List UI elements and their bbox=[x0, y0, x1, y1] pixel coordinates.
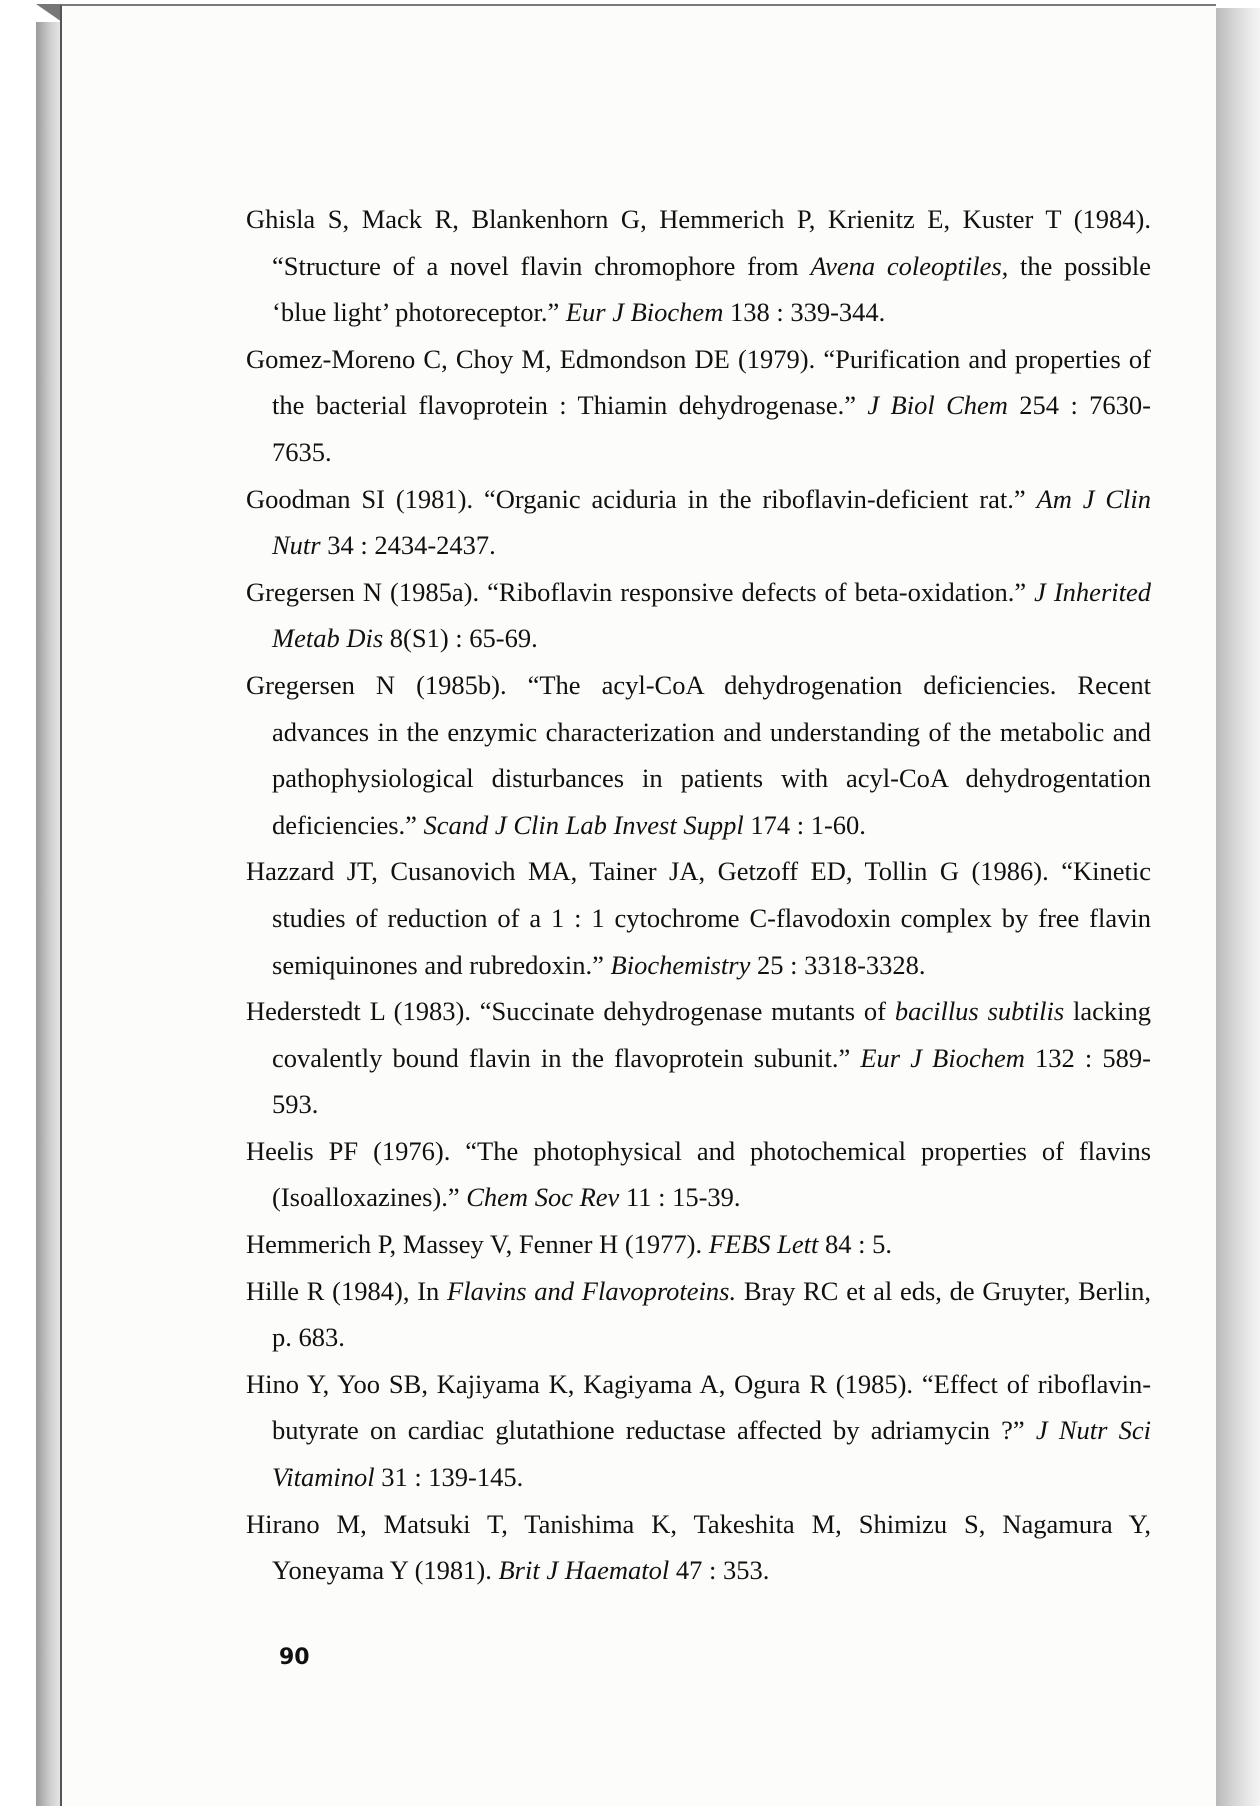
reference-title: “The photophysical and photochemical properties of flavins (Isoalloxazines).” bbox=[272, 1135, 1152, 1213]
reference-citation: 174 : 1-60. bbox=[743, 809, 866, 840]
reference-journal: Flavins and Flavoproteins. bbox=[447, 1275, 737, 1306]
reference-year: (1977). bbox=[624, 1229, 703, 1260]
reference-citation: 84 : 5. bbox=[818, 1229, 893, 1260]
reference-title: In bbox=[409, 1275, 448, 1306]
reference-authors: Ghisla S, Mack R, Blankenhorn G, Hemmerich P, Krienitz E, Kuster T bbox=[246, 204, 1062, 234]
reference-citation: 8(S1) : 65-69. bbox=[383, 623, 538, 654]
reference-citation: 132 : 589-593. bbox=[272, 1042, 1152, 1120]
page-shadow bbox=[1216, 8, 1260, 1806]
reference-entry bbox=[246, 1361, 1151, 1501]
reference-italic-term: bacillus subtilis bbox=[894, 996, 1065, 1027]
reference-italic-term: Avena coleoptiles, bbox=[810, 250, 1009, 281]
reference-journal: Eur J Biochem bbox=[860, 1042, 1025, 1073]
reference-title: “Organic aciduria in the riboflavin-deficient rat.” bbox=[473, 483, 1037, 514]
reference-entry bbox=[246, 1128, 1151, 1221]
reference-year: (1976). bbox=[373, 1135, 451, 1166]
reference-entry bbox=[246, 336, 1151, 476]
reference-entry bbox=[246, 1268, 1151, 1361]
reference-title bbox=[702, 1229, 709, 1259]
reference-authors: Hederstedt L bbox=[246, 996, 385, 1027]
reference-citation: Bray RC et al eds, de Gruyter, Berlin, p. 683. bbox=[272, 1275, 1151, 1353]
reference-journal: Biochemistry bbox=[610, 949, 751, 980]
reference-authors: Hazzard JT, Cusanovich MA, Tainer JA, Getzoff ED, Tollin G bbox=[246, 856, 959, 887]
reference-journal: J Biol Chem bbox=[867, 390, 1008, 421]
reference-year: (1984). bbox=[1073, 204, 1151, 234]
reference-entry bbox=[246, 1501, 1151, 1594]
reference-journal: Am J Clin Nutr bbox=[272, 483, 1151, 561]
reference-authors: Hille R bbox=[246, 1275, 325, 1306]
reference-year: (1983). bbox=[393, 996, 471, 1027]
reference-entry bbox=[246, 569, 1151, 662]
reference-year: (1979). bbox=[737, 343, 816, 374]
reference-authors: Goodman SI bbox=[246, 483, 385, 514]
reference-year: (1985b). bbox=[416, 669, 507, 700]
reference-journal: Brit J Haematol bbox=[498, 1555, 670, 1586]
reference-entry bbox=[246, 196, 1151, 336]
reference-citation: 25 : 3318-3328. bbox=[750, 949, 926, 980]
reference-authors: Hino Y, Yoo SB, Kajiyama K, Kagiyama A, Ogura R bbox=[246, 1368, 827, 1399]
reference-authors: Heelis PF bbox=[246, 1135, 359, 1166]
reference-title: “Kinetic studies of reduction of a 1 : 1 cytochrome C-flavodoxin complex by free flavin semiquinones and rubredoxin.” bbox=[272, 856, 1151, 980]
reference-entry bbox=[246, 662, 1151, 848]
reference-year: (1981). bbox=[414, 1555, 492, 1586]
reference-citation: 11 : 15-39. bbox=[619, 1182, 741, 1213]
reference-authors: Gregersen N bbox=[246, 669, 396, 700]
reference-year: (1985). bbox=[835, 1368, 914, 1399]
reference-citation: 34 : 2434-2437. bbox=[320, 530, 496, 561]
reference-title: “Purification and properties of the bacterial flavoprotein : Thiamin dehydrogenase.” bbox=[272, 343, 1152, 421]
reference-entry bbox=[246, 1221, 1151, 1268]
reference-journal: FEBS Lett bbox=[708, 1229, 819, 1260]
reference-list bbox=[246, 196, 1151, 1594]
reference-entry bbox=[246, 848, 1151, 988]
reference-citation: 31 : 139-145. bbox=[374, 1462, 524, 1493]
reference-year: (1985a). bbox=[390, 576, 480, 607]
reference-year: (1986). bbox=[971, 856, 1049, 887]
reference-entry bbox=[246, 988, 1151, 1128]
reference-citation: 138 : 339-344. bbox=[723, 297, 886, 328]
reference-journal: Chem Soc Rev bbox=[466, 1182, 620, 1213]
reference-year: (1981). bbox=[395, 483, 474, 514]
page-binding-edge bbox=[36, 22, 62, 1806]
reference-journal: Scand J Clin Lab Invest Suppl bbox=[423, 809, 744, 840]
reference-title: “Structure of a novel flavin chromophore from bbox=[272, 250, 811, 281]
page-number: 90 bbox=[279, 1645, 310, 1670]
reference-title: “Riboflavin responsive defects of beta-oxidation.” bbox=[479, 576, 1035, 607]
reference-title: lacking covalently bound flavin in the flavoprotein subunit.” bbox=[272, 996, 1151, 1073]
reference-authors: Gomez-Moreno C, Choy M, Edmondson DE bbox=[246, 343, 730, 374]
reference-title: “Succinate dehydrogenase mutants of bbox=[470, 996, 895, 1027]
page-corner bbox=[36, 4, 62, 22]
reference-title: the possible ‘blue light’ photoreceptor.” bbox=[272, 250, 1151, 328]
reference-authors: Hirano M, Matsuki T, Tanishima K, Takeshita M, Shimizu S, Nagamura Y, Yoneyama Y bbox=[246, 1508, 1151, 1586]
reference-journal: J Nutr Sci Vitaminol bbox=[272, 1415, 1151, 1493]
reference-title: “The acyl-CoA dehydrogenation deficiencies. Recent advances in the enzymic characterization and understanding of the metabolic and pathophysiological disturbances in patients with acyl-CoA dehydrogentation deficiencies.” bbox=[272, 669, 1152, 840]
reference-journal: Eur J Biochem bbox=[565, 297, 724, 328]
reference-authors: Hemmerich P, Massey V, Fenner H bbox=[246, 1229, 619, 1260]
reference-journal: J Inherited Metab Dis bbox=[272, 576, 1151, 654]
reference-citation: 254 : 7630-7635. bbox=[272, 390, 1152, 467]
reference-entry bbox=[246, 476, 1151, 569]
reference-authors: Gregersen N bbox=[246, 576, 383, 607]
reference-citation: 47 : 353. bbox=[669, 1555, 770, 1586]
reference-title: “Effect of riboflavin-butyrate on cardiac glutathione reductase affected by adriamycin ?” bbox=[272, 1368, 1152, 1446]
reference-year: (1984), bbox=[332, 1275, 410, 1306]
